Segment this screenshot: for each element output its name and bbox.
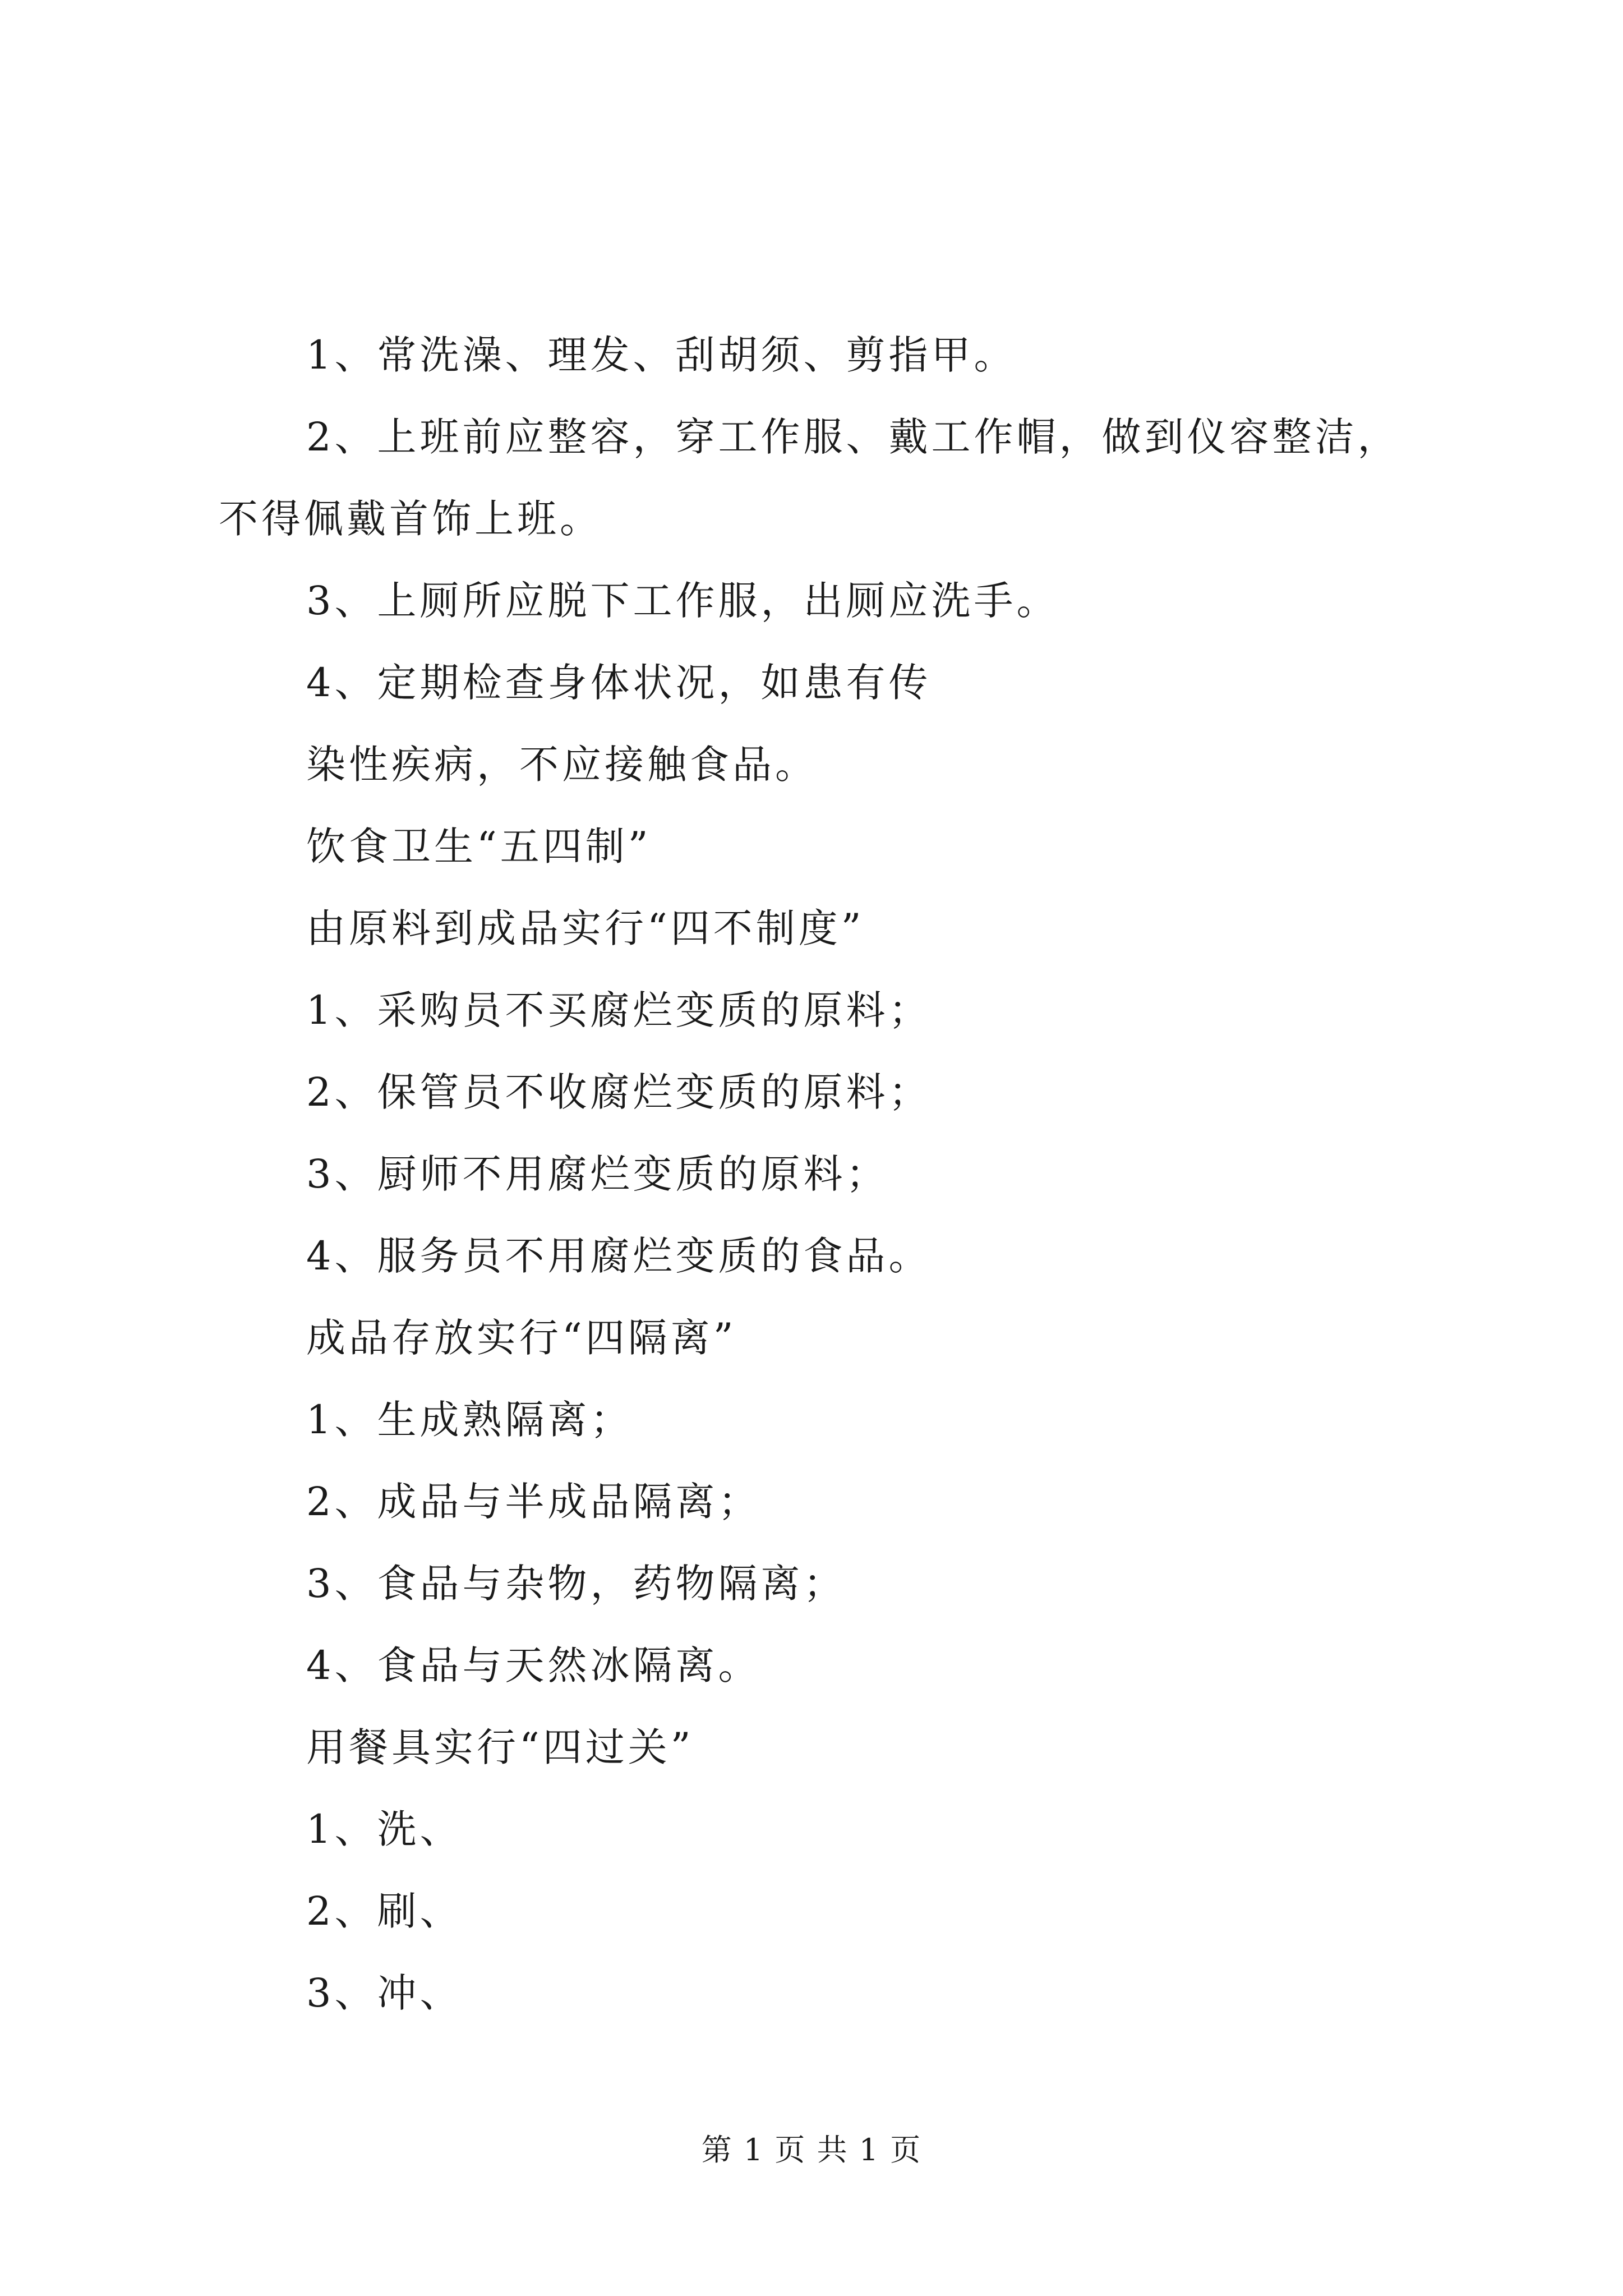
- text-line: 1、常洗澡、理发、刮胡须、剪指甲。: [306, 332, 1017, 378]
- list-item: 4、服务员不用腐烂变质的食品。: [306, 1233, 932, 1279]
- list-item: 2、成品与半成品隔离；: [306, 1479, 761, 1525]
- document-body: [219, 314, 1424, 2034]
- list-item: 1、洗、: [306, 1806, 463, 1852]
- section-heading: 饮食卫生“五四制”: [306, 823, 652, 869]
- text-line: 3、上厕所应脱下工作服，出厕应洗手。: [306, 578, 1059, 624]
- text-line: 染性疾病，不应接触食品。: [306, 742, 818, 788]
- section-heading: 用餐具实行“四过关”: [306, 1724, 694, 1770]
- list-item: 3、冲、: [306, 1970, 463, 2016]
- text-line: 不得佩戴首饰上班。: [219, 496, 602, 542]
- section-heading: 由原料到成品实行“四不制度”: [306, 905, 865, 951]
- list-item: 3、食品与杂物，药物隔离；: [306, 1561, 846, 1607]
- list-item: 2、刷、: [306, 1888, 463, 1934]
- page-footer: 第 1 页 共 1 页: [701, 2132, 922, 2168]
- list-item: 4、食品与天然冰隔离。: [306, 1642, 761, 1688]
- list-item: 1、生成熟隔离；: [306, 1397, 633, 1443]
- list-item: 1、采购员不买腐烂变质的原料；: [306, 987, 932, 1033]
- text-line: 4、定期检查身体状况，如患有传: [306, 660, 932, 706]
- section-heading: 成品存放实行“四隔离”: [306, 1315, 737, 1361]
- list-item: 3、厨师不用腐烂变质的原料；: [306, 1151, 889, 1197]
- text-line: 2、上班前应整容，穿工作服、戴工作帽，做到仪容整洁，: [306, 414, 1400, 460]
- list-item: 2、保管员不收腐烂变质的原料；: [306, 1069, 932, 1115]
